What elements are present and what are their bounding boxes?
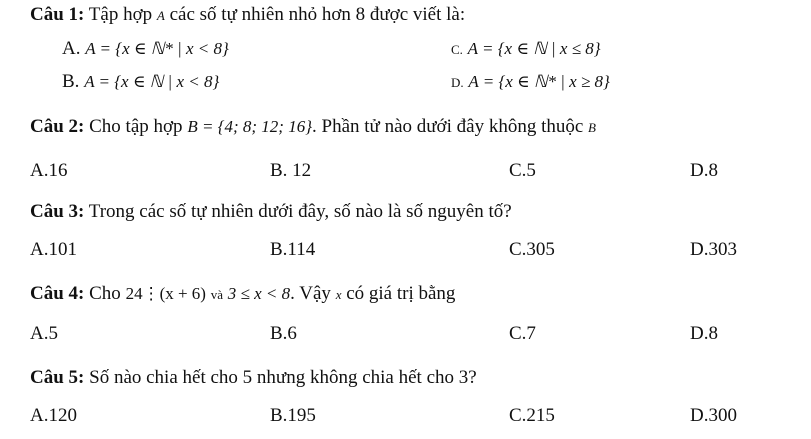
question-4-var: x [335, 287, 342, 302]
q5-option-d[interactable]: D.300 [690, 405, 737, 426]
q1-option-d-expr: A = {x ∈ ℕ* | x ≥ 8} [468, 72, 610, 91]
question-3-label: Câu 3: [30, 201, 85, 222]
question-4-expr2: 3 ≤ x < 8 [227, 284, 291, 303]
q2-option-d[interactable]: D.8 [690, 160, 718, 181]
question-4-expr1: 24⋮(x + 6) [125, 284, 206, 303]
question-1-label: Câu 1: [30, 4, 85, 25]
question-4-label: Câu 4: [30, 283, 85, 304]
question-2-label: Câu 2: [30, 116, 85, 137]
q1-option-d-letter: D. [451, 75, 464, 90]
question-4-and: và [210, 287, 224, 302]
q4-option-b[interactable]: B.6 [270, 323, 297, 344]
q1-option-a-letter: A. [62, 38, 81, 59]
question-5 [30, 367, 477, 389]
q1-option-c-expr: A = {x ∈ ℕ | x ≤ 8} [467, 39, 601, 58]
q4-option-a[interactable]: A.5 [30, 323, 58, 344]
q2-option-a[interactable]: A.16 [30, 160, 68, 181]
question-1 [30, 4, 465, 26]
q3-option-b[interactable]: B.114 [270, 239, 316, 260]
question-5-label: Câu 5: [30, 367, 85, 388]
question-2-text: Cho tập hợp [89, 116, 183, 137]
question-2-expr: B = {4; 8; 12; 16} [187, 117, 312, 136]
question-3-text: Trong các số tự nhiên dưới đây, số nào là số nguyên tố? [88, 201, 512, 222]
q1-option-a[interactable] [62, 38, 229, 60]
question-1-text: Tập hợp [88, 4, 153, 25]
question-1-var: A [156, 8, 165, 23]
q4-option-c[interactable]: C.7 [509, 323, 536, 344]
question-3 [30, 201, 512, 223]
q5-option-a[interactable]: A.120 [30, 405, 77, 426]
q5-option-c[interactable]: C.215 [509, 405, 555, 426]
question-4-text3: có giá trị bằng [346, 283, 456, 304]
q3-option-a[interactable]: A.101 [30, 239, 77, 260]
question-4-text: Cho [89, 283, 121, 304]
question-2 [30, 116, 596, 138]
question-4 [30, 283, 455, 305]
question-5-text: Số nào chia hết cho 5 nhưng không chia hết cho 3? [89, 367, 477, 388]
q3-option-d[interactable]: D.303 [690, 239, 737, 260]
q1-option-d[interactable] [451, 71, 610, 93]
q1-option-a-expr: A = {x ∈ ℕ* | x < 8} [85, 39, 229, 58]
q2-option-b[interactable]: B. 12 [270, 160, 312, 181]
q2-option-c[interactable]: C.5 [509, 160, 536, 181]
q4-option-d[interactable]: D.8 [690, 323, 718, 344]
question-4-text2: . Vậy [290, 283, 331, 304]
q1-option-c-letter: C. [451, 42, 463, 57]
question-1-text2: các số tự nhiên nhỏ hơn 8 được viết là: [169, 4, 466, 25]
question-2-var: B [588, 120, 596, 135]
q1-option-b-expr: A = {x ∈ ℕ | x < 8} [84, 72, 220, 91]
question-2-text2: . Phần tử nào dưới đây không thuộc [312, 116, 584, 137]
q1-option-b[interactable] [62, 71, 219, 93]
q1-option-b-letter: B. [62, 71, 80, 92]
q1-option-c[interactable] [451, 38, 601, 60]
q3-option-c[interactable]: C.305 [509, 239, 555, 260]
q5-option-b[interactable]: B.195 [270, 405, 316, 426]
